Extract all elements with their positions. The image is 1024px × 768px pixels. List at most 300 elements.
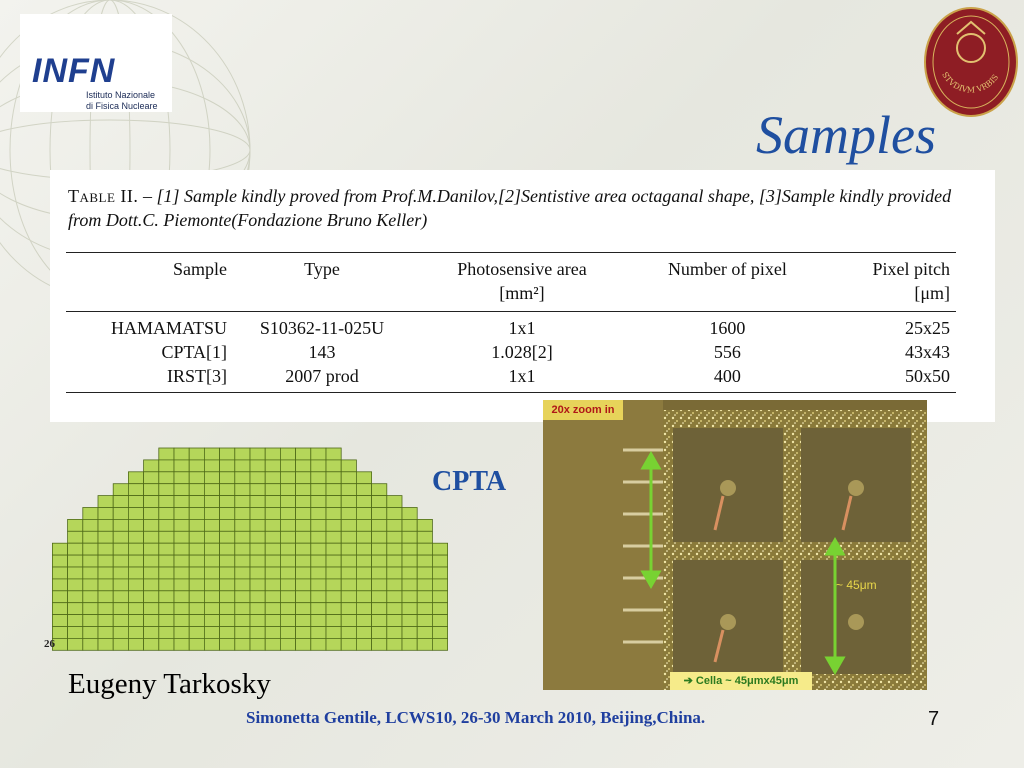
cpta-label: CPTA [432,466,507,497]
pixel-cell [265,543,280,555]
pixel-cell [250,543,265,555]
table-row [66,340,956,364]
pixel-cell [417,555,432,567]
zoom-label: 20x zoom in [543,400,623,420]
pixel-cell [174,555,189,567]
pixel-cell [250,567,265,579]
pixel-cell [204,591,219,603]
pixel-cell [250,448,265,460]
pixel-cell [296,448,311,460]
pixel-cell [341,531,356,543]
pixel-cell [52,555,67,567]
table-row [66,312,956,341]
pixel-cell [204,531,219,543]
pixel-cell [417,591,432,603]
pixel-cell [189,591,204,603]
pixel-cell [128,627,143,639]
pixel-cell [220,638,235,650]
pixel-cell [402,543,417,555]
pixel-cell [341,508,356,520]
pixel-cell [311,555,326,567]
pixel-cell [128,484,143,496]
pixel-cell [387,519,402,531]
pixel-cell [159,448,174,460]
pixel-cell [159,519,174,531]
pixel-cell [250,579,265,591]
pixel-cell [372,508,387,520]
pixel-cell [296,484,311,496]
header-area [411,253,633,312]
pixel-cell [402,519,417,531]
pixel-cell [128,555,143,567]
pixel-cell [280,603,295,615]
pixel-cell [83,567,98,579]
pixel-cell [280,579,295,591]
pixel-cell [387,531,402,543]
pixel-cell [296,531,311,543]
pixel-cell [402,567,417,579]
pixel-cell [402,638,417,650]
pixel-cell [159,508,174,520]
pixel-cell [204,638,219,650]
header-type: Type [304,259,340,279]
pixel-cell [204,615,219,627]
pixel-cell [235,615,250,627]
pixel-cell [311,519,326,531]
pixel-cell [220,472,235,484]
pixel-cell [296,496,311,508]
cell-type: S10362-11-025U [259,318,385,338]
pixel-cell [235,603,250,615]
pixel-cell [98,591,113,603]
pixel-cell [220,555,235,567]
pixel-cell [326,472,341,484]
pixel-cell [144,472,159,484]
pixel-cell [296,519,311,531]
pixel-cell [280,508,295,520]
pixel-cell [341,472,356,484]
pixel-cell [417,638,432,650]
pixel-cell [432,638,447,650]
pixel-cell [326,519,341,531]
pixel-cell [311,627,326,639]
pixel-cell [189,496,204,508]
pixel-cell [159,638,174,650]
pixel-cell [128,638,143,650]
pixel-cell [204,567,219,579]
pixel-cell [144,603,159,615]
pixel-cell [128,508,143,520]
pixel-cell [128,579,143,591]
pixel-cell [220,448,235,460]
pixel-cell [296,543,311,555]
author-name: Eugeny Tarkosky [68,668,271,700]
pixel-cell [372,484,387,496]
pixel-cell [372,603,387,615]
pixel-cell [159,543,174,555]
pixel-cell [189,579,204,591]
pixel-cell [159,591,174,603]
pixel-cell [220,603,235,615]
pixel-cell [235,567,250,579]
pixel-cell [311,638,326,650]
pixel-cell [128,603,143,615]
pixel-cell [83,603,98,615]
pixel-cell [159,484,174,496]
pixel-cell [144,531,159,543]
size-label: ~ 45μm [836,578,877,592]
pixel-cell [220,484,235,496]
pixel-cell [341,603,356,615]
pixel-cell [220,627,235,639]
table-caption [68,184,968,232]
pixel-cell [204,508,219,520]
pixel-cell [341,484,356,496]
pixel-cell [372,615,387,627]
pixel-cell [326,555,341,567]
pixel-cell [68,567,83,579]
pixel-cell [402,603,417,615]
pixel-cell [144,615,159,627]
pixel-cell [220,508,235,520]
pixel-cell [189,460,204,472]
pixel-cell [311,508,326,520]
pixel-cell [280,519,295,531]
pixel-cell [372,519,387,531]
pixel-cell [402,555,417,567]
pixel-cell [144,508,159,520]
pixel-cell [113,519,128,531]
pixel-cell [356,531,371,543]
pixel-cell [159,615,174,627]
pixel-cell [113,615,128,627]
pixel-cell [204,543,219,555]
pixel-cell [98,627,113,639]
pixel-cell [280,627,295,639]
pixel-cell [189,603,204,615]
pixel-cell [372,591,387,603]
pixel-cell [68,531,83,543]
pixel-cell [372,555,387,567]
pixel-cell [265,531,280,543]
pixel-cell [387,567,402,579]
pixel-cell [220,567,235,579]
table-row [66,364,956,393]
pixel-cell [189,448,204,460]
cell-size-label: ➔ Cella ~ 45μmx45μm [670,672,812,690]
pixel-cell [296,591,311,603]
pixel-cell [98,555,113,567]
pixel-cell [326,448,341,460]
pixel-cell [174,508,189,520]
pixel-cell [341,496,356,508]
pixel-cell [311,531,326,543]
pixel-cell [113,496,128,508]
pixel-cell [250,603,265,615]
pixel-cell [326,508,341,520]
pixel-cell [98,508,113,520]
pixel-cell [235,460,250,472]
pixel-cell [83,615,98,627]
pixel-cell [387,591,402,603]
pixel-cell [280,484,295,496]
pixel-cell [432,543,447,555]
pixel-cell [204,472,219,484]
pixel-cell [326,579,341,591]
pixel-cell [356,591,371,603]
pixel-cell [296,567,311,579]
pixel-cell [235,496,250,508]
pixel-cell [98,496,113,508]
pixel-cell [144,591,159,603]
pixel-cell [159,627,174,639]
pixel-cell [265,567,280,579]
pixel-cell [220,579,235,591]
infn-logo-line2: di Fisica Nucleare [86,101,158,111]
pixel-cell [417,603,432,615]
pixel-cell [341,638,356,650]
pixel-cell [174,627,189,639]
header-sample: Sample [173,259,227,279]
pixel-cell [220,543,235,555]
pixel-cell [296,638,311,650]
pixel-grid-label: 26 [44,638,55,650]
cell-sample: HAMAMATSU [110,318,227,338]
pixel-cell [144,555,159,567]
pixel-cell [250,460,265,472]
pixel-cell [326,567,341,579]
pixel-cell [144,543,159,555]
pixel-cell [432,615,447,627]
pixel-cell [432,555,447,567]
pixel-cell [128,519,143,531]
pixel-cell [83,627,98,639]
pixel-cell [387,638,402,650]
pixel-cell [204,448,219,460]
pixel-cell [144,519,159,531]
pixel-cell [52,591,67,603]
pixel-cell [174,519,189,531]
pixel-cell [311,567,326,579]
pixel-cell [235,531,250,543]
pixel-cell [265,627,280,639]
pixel-cell [128,615,143,627]
pixel-cell [68,615,83,627]
pixel-cell [250,508,265,520]
pixel-cell [387,543,402,555]
pixel-cell [326,615,341,627]
pixel-cell [98,531,113,543]
pixel-cell [356,496,371,508]
pixel-cell [387,496,402,508]
pixel-cell [402,579,417,591]
pixel-cell [144,460,159,472]
header-area-line2: [mm²] [499,283,545,303]
pixel-cell [432,591,447,603]
pixel-cell [372,543,387,555]
pixel-cell [326,460,341,472]
pixel-cell [68,627,83,639]
pixel-cell [83,579,98,591]
pixel-cell [128,567,143,579]
pixel-cell [296,555,311,567]
pixel-cell [372,579,387,591]
pixel-cell [204,519,219,531]
pixel-cell [356,519,371,531]
pixel-cell [280,543,295,555]
pixel-cell [113,579,128,591]
pixel-cell [189,543,204,555]
pixel-cell [326,543,341,555]
pixel-cell [311,472,326,484]
pixel-cell [204,460,219,472]
pixel-cell [356,555,371,567]
cell-area: 1x1 [508,366,536,386]
pixel-cell [235,638,250,650]
pixel-cell [174,615,189,627]
pixel-cell [265,508,280,520]
pixel-cell [204,496,219,508]
pixel-cell [356,567,371,579]
pixel-cell [402,508,417,520]
pixel-cell [296,603,311,615]
pixel-cell [113,603,128,615]
pixel-cell [189,508,204,520]
pixel-cell [128,543,143,555]
pixel-cell [280,460,295,472]
pixel-cell [83,591,98,603]
pixel-cell [402,531,417,543]
footer-text: Simonetta Gentile, LCWS10, 26-30 March 2010, Beijing,China. [246,708,706,727]
pixel-cell [159,460,174,472]
pixel-cell [113,638,128,650]
pixel-cell [68,638,83,650]
pixel-cell [174,638,189,650]
pixel-cell [280,448,295,460]
pixel-cell [326,591,341,603]
infn-logo [20,14,172,112]
pixel-cell [432,567,447,579]
pixel-cell [265,591,280,603]
pixel-cell [356,579,371,591]
pixel-cell [417,615,432,627]
pixel-cell [356,543,371,555]
pixel-cell [250,627,265,639]
pixel-cell [250,496,265,508]
pixel-cell [113,543,128,555]
pixel-cell [265,519,280,531]
pixel-cell [356,603,371,615]
pixel-cell [144,484,159,496]
pixel-cell [280,472,295,484]
cell-pitch: 50x50 [905,366,950,386]
pixel-cell [83,519,98,531]
university-seal-logo [922,4,1020,120]
pixel-cell [265,472,280,484]
cell-sample: CPTA[1] [161,342,227,362]
pixel-cell [265,555,280,567]
pixel-cell [265,484,280,496]
pixel-cell [341,579,356,591]
samples-table-panel [50,170,995,422]
pixel-cell [341,460,356,472]
cell-area: 1.028[2] [491,342,553,362]
pixel-cell [250,615,265,627]
pixel-cell [296,615,311,627]
cell-type: 143 [308,342,336,362]
pixel-cell [265,579,280,591]
pixel-cell [250,591,265,603]
pixel-cell [311,484,326,496]
pixel-cell [235,579,250,591]
pixel-cell [144,496,159,508]
pixel-cell [68,543,83,555]
cell-type: 2007 prod [285,366,359,386]
pixel-cell [189,472,204,484]
pixel-cell [98,567,113,579]
pixel-cell [387,615,402,627]
pixel-cell [387,555,402,567]
pixel-cell [280,638,295,650]
pixel-cell [159,579,174,591]
pixel-cell [128,472,143,484]
pixel-cell [417,579,432,591]
cell-pitch: 43x43 [905,342,950,362]
pixel-cell [113,531,128,543]
cell-sample: IRST[3] [167,366,227,386]
pixel-cell [387,627,402,639]
pixel-cell [174,543,189,555]
pixel-grid-figure [40,440,460,652]
pixel-cell [417,627,432,639]
pixel-cell [356,508,371,520]
pixel-cell [265,448,280,460]
pixel-cell [144,579,159,591]
pixel-cell [296,579,311,591]
pixel-cell [280,615,295,627]
header-number: Number of pixel [667,259,787,279]
pixel-cell [98,615,113,627]
table-caption-text: – [1] Sample kindly proved from Prof.M.Danilov,[2]Sentistive area octaganal shape, [3]Sample kindly provided from Dott.C. Piemonte(Fondazione Bruno Keller) [68,186,952,230]
pixel-cell [341,627,356,639]
pixel-cell [402,591,417,603]
pixel-cell [265,496,280,508]
infn-logo-line1: Istituto Nazionale [86,90,156,100]
pixel-cell [356,638,371,650]
pixel-cell [326,484,341,496]
pixel-cell [174,579,189,591]
pixel-cell [235,591,250,603]
pixel-cell [220,615,235,627]
pixel-cell [52,579,67,591]
pixel-cell [189,519,204,531]
cell-number: 556 [713,342,741,362]
pixel-cell [250,484,265,496]
pixel-cell [174,484,189,496]
pixel-cell [311,603,326,615]
pixel-cell [432,579,447,591]
pixel-cell [311,448,326,460]
pixel-cell [52,567,67,579]
pixel-cell [341,555,356,567]
pixel-cell [341,567,356,579]
pixel-cell [372,638,387,650]
pixel-cell [204,555,219,567]
pixel-cell [356,627,371,639]
pixel-cell [265,638,280,650]
pixel-cell [220,591,235,603]
pixel-cell [204,627,219,639]
